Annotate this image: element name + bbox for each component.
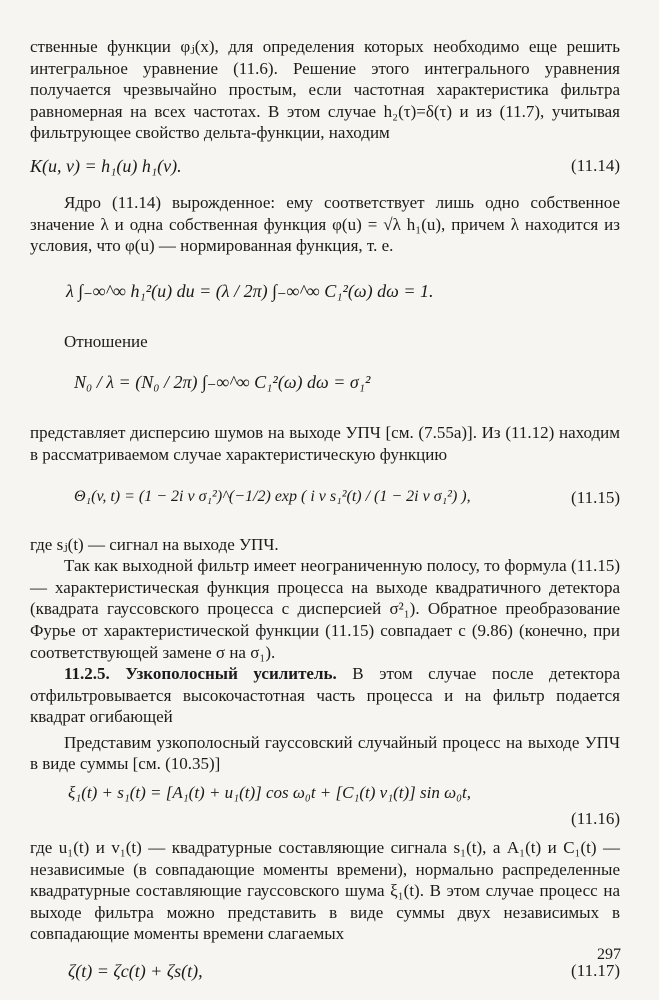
section-heading: 11.2.5. Узкополосный усилитель.	[64, 664, 337, 684]
page-content	[30, 36, 620, 997]
equation-variance	[30, 358, 620, 416]
paragraph-5: где sⱼ(t) — сигнал на выходе УПЧ.	[30, 534, 279, 554]
equation-11-14	[30, 150, 620, 186]
equation-body: Θ₁(v, t) = (1 − 2i v σ₁²)^(−1/2) exp ( i v s₁²(t) / (1 − 2i v σ₁²) ),	[74, 487, 471, 505]
equation-number: (11.15)	[571, 487, 620, 507]
equation-number: (11.14)	[571, 155, 620, 175]
paragraph-8: Представим узкополосный гауссовский случайный процесс на выходе УПЧ в виде суммы [см. (10.35)]	[30, 732, 620, 774]
equation-11-16	[30, 781, 620, 831]
equation-11-15	[30, 472, 620, 528]
equation-number: (11.16)	[571, 809, 620, 829]
equation-body: ζ(t) = ζc(t) + ζs(t),	[68, 961, 203, 982]
paragraph-1: ственные функции φⱼ(x), для определения которых необходимо еще решить интегральное уравнение (11.6). Решение этого интегрального уравнения получается чрезвычайно простым, если частотная характеристика фильтра равномерная на всех частотах. В этом случае h₂(τ)=δ(τ) и из (11.7), учитывая фильтрующее свойство дельта-функции, находим	[30, 37, 620, 143]
paragraph-4: представляет дисперсию шумов на выходе УПЧ [см. (7.55а)]. Из (11.12) находим в рассматриваемом случае характеристическую функцию	[30, 423, 620, 464]
equation-number: (11.17)	[571, 961, 620, 981]
equation-body: ξ₁(t) + s₁(t) = [A₁(t) + u₁(t)] cos ω₀t + [C₁(t) v₁(t)] sin ω₀t,	[68, 783, 472, 803]
equation-body: K(u, v) = h₁(u) h₁(v).	[30, 155, 182, 176]
paragraph-9: где u₁(t) и v₁(t) — квадратурные составляющие сигнала s₁(t), а A₁(t) и C₁(t) — независимые (в совпадающие моменты времени), нормально распределенные квадратурные составляющие гауссовского шума ξ₁(t). В этом случае процесс на выходе фильтра можно представить в виде суммы двух независимых в совпадающие моменты времени слагаемых	[30, 838, 620, 944]
equation-11-17	[30, 955, 620, 991]
paragraph-7	[30, 663, 620, 728]
paragraph-7-text: В этом случае после детектора отфильтровывается высокочастотная часть процесса и на фильтр подается квадрат огибающей	[30, 664, 621, 727]
equation-body: N₀ / λ = (N₀ / 2π) ∫₋∞^∞ C₁²(ω) dω = σ₁²	[74, 372, 371, 393]
paragraph-6: Так как выходной фильтр имеет неограниченную полосу, то формула (11.15) — характеристическая функция процесса на выходе квадратичного детектора (квадрата гауссовского процесса с дисперсией σ²₁). Обратное преобразование Фурье от характеристической функции (11.15) совпадает с (9.86) (конечно, при соответствующей замене σ на σ₁).	[30, 556, 620, 662]
paragraph-3: Отношение	[64, 331, 148, 351]
page-number: 297	[597, 946, 621, 963]
equation-body: λ ∫₋∞^∞ h₁²(u) du = (λ / 2π) ∫₋∞^∞ C₁²(ω) dω = 1.	[66, 280, 434, 301]
paragraph-2: Ядро (11.14) вырожденное: ему соответствует лишь одно собственное значение λ и одна собственная функция φ(u) = √λ h₁(u), причем λ находится из условия, что φ(u) — нормированная функция, т. е.	[30, 192, 620, 256]
equation-normalization	[30, 263, 620, 325]
